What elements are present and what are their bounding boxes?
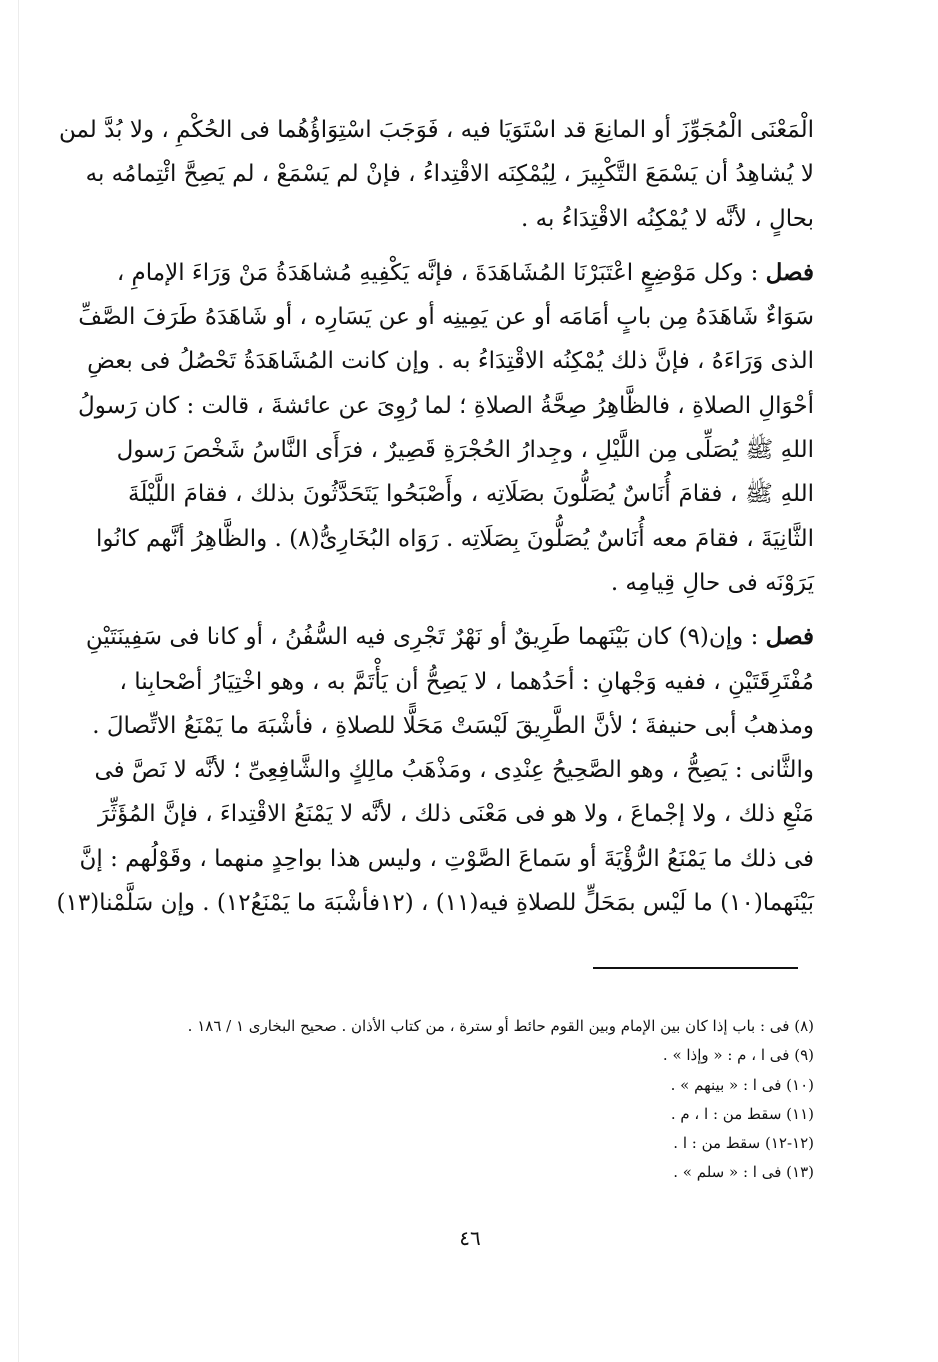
section-heading: فصل: [765, 258, 814, 286]
text-line: والثَّانى : يَصِحُّ ، وهو الصَّحِيحُ عِنْدِى ، ومَذْهَبُ مالِكٍ والشَّافِعِىِّ ؛ لأنَّه لا نَصَّ فى: [94, 757, 814, 784]
text-line: مَنْعِ ذلك ، ولا إجْماعَ ، ولا هو فى مَعْنَى ذلك ، لأنَّه لا يَمْنَعُ الاقْتِداءَ ، فإنَّ المُؤَثِّرَ: [98, 801, 814, 828]
text-line: مُفْتَرِقَتَيْنِ ، ففيه وَجْهانِ : أحَدُهما ، لا يَصِحُّ أن يَأْتَمَّ به ، وهو اخْتِيَارُ أصْحابِنا ،: [119, 668, 814, 695]
scan-margin-line: [18, 0, 19, 1362]
text-span: : وكل مَوْضِعٍ اعْتَبَرْنَا المُشَاهَدَةَ ، فإنَّه يَكْفِيهِ مُشاهَدَةُ مَنْ وَرَاءَ الإمامِ ،: [116, 259, 766, 286]
text-line: الْمَعْنَى الْمُجَوِّزَ أو المانِعَ قد اسْتَوَيَا فيه ، فَوَجَبَ اسْتِوَاؤُهُما فى الحُكْمِ ، ولا بُدَّ لمن: [58, 117, 814, 143]
text-line: اللهِ ﷺ يُصَلِّى مِن اللَّيْلِ ، وجِدارُ الحُجْرَةِ قَصِيرٌ ، فرَأَى النَّاسُ شَخْصَ رَسول: [116, 437, 814, 464]
text-line: أحْوَالِ الصلاةِ ، فالظَّاهِرُ صِحَّةُ الصلاةِ ؛ لما رُوِىَ عن عائشةَ ، قالت : كان رَسولُ: [78, 392, 814, 419]
text-line: الثَّانِيَةَ ، فقامَ معه أُنَاسٌ يُصَلُّونَ بِصَلَاتِه . رَوَاه البُخَارِىُّ(٨) . والظَّاهِرُ أنَّهم كانُوا: [96, 525, 814, 552]
text-line: بَيْنَهما(١٠) ما لَيْس بمَحَلٍّ للصلاةِ فيه(١١) ، (١٢فأشْبَهَ ما يَمْنَعُ١٢) . وإن سَلَّمْنا(١٣): [56, 890, 814, 917]
footnote: (٨) فى : باب إذا كان بين الإمام وبين القوم حائط أو سترة ، من كتاب الأذان . صحيح البخارى ١ / ١٨٦ .: [187, 1017, 814, 1035]
footnote: (١٠) فى ا : « بينهم » .: [670, 1075, 814, 1094]
text-line: سَوَاءٌ شَاهَدَهُ مِن بابٍ أمَامَه أو عن يَمِينِه أو عن يَسَارِه ، أو شَاهَدَهُ طَرَفَ الصَّفِّ: [78, 304, 814, 331]
text-line: [85, 615, 814, 659]
text-line: [116, 251, 814, 295]
paragraph-gap: [128, 241, 814, 251]
section-heading: فصل: [765, 623, 814, 651]
footnote: (١١) سقط من : ا ، م .: [670, 1104, 814, 1123]
footnote: (٩) فى ا ، م : « وإذا » .: [662, 1046, 814, 1065]
text-line: اللهِ ﷺ ، فقامَ أُنَاسٌ يُصَلُّونَ بصَلَاتِه ، وأَصْبَحُوا يَتَحَدَّثُونَ بذلك ، فقامَ اللَّيْلَةَ: [128, 481, 814, 508]
footnote: (١٣) فى ا : « سلم » .: [673, 1163, 814, 1182]
page-number: ٤٦: [459, 1226, 481, 1250]
text-line: يَرَوْنَه فى حالِ قِيامِه .: [610, 569, 814, 596]
text-line: لا يُشاهِدُ أن يَسْمَعَ التَّكْبِيرَ ، لِيُمْكِنَه الاقْتِداءُ ، فإنْ لم يَسْمَعْ ، لم يَصِحَّ ائْتِمامُه به: [85, 161, 814, 188]
text-line: فى ذلك ما يَمْنَعُ الرُّؤْيَةَ أو سَماعَ الصَّوْتِ ، وليس هذا بواحِدٍ منهما ، وقَوْلُهم : إنَّ: [79, 845, 814, 872]
text-span: : وإن(٩) كان بَيْنَهما طَرِيقٌ أو نَهْرٌ تَجْرِى فيه السُّفُنُ ، أو كانا فى سَفِينَتَيْنِ: [85, 624, 766, 651]
text-line: الذى وَرَاءَهُ ، فإنَّ ذلك يُمْكِنُه الاقْتِدَاءُ به . وإن كانت المُشَاهَدَةُ تَحْصُلُ فى بعضِ: [87, 348, 814, 375]
text-line: ومذهبُ أبى حنيفةَ ؛ لأنَّ الطَّرِيقَ لَيْسَتْ مَحَلًّا للصلاةِ ، فأشْبَهَ ما يَمْنَعُ الاتِّصالَ .: [92, 712, 814, 739]
main-text: [56, 108, 814, 925]
footnote-separator: [593, 967, 798, 969]
footnote: (١٢-١٢) سقط من : ا .: [673, 1134, 814, 1153]
footnotes: [128, 1012, 814, 1188]
paragraph-gap: [128, 605, 814, 615]
text-line: بحالٍ ، لأنَّه لا يُمْكِنُه الاقْتِدَاءُ به .: [521, 205, 814, 232]
